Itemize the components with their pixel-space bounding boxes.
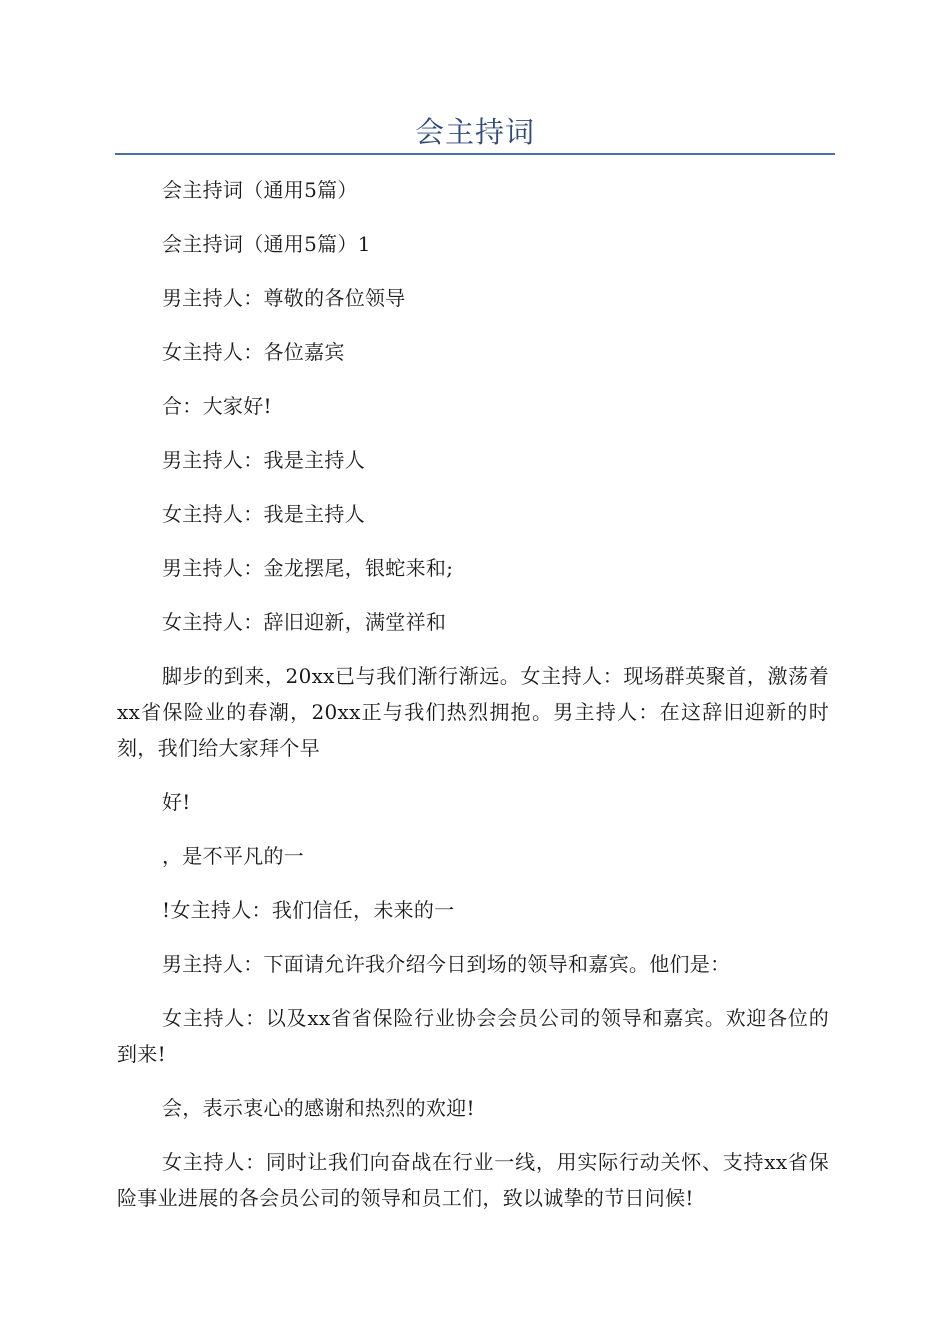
- paragraph: 脚步的到来，20xx已与我们渐行渐远。女主持人：现场群英聚首，激荡着xx省保险业的春潮，20xx正与我们热烈拥抱。男主持人：在这辞旧迎新的时刻，我们给大家拜个早: [117, 664, 829, 760]
- paragraph: 女主持人：辞旧迎新，满堂祥和: [162, 610, 447, 634]
- paragraph: !女主持人：我们信任，未来的一: [162, 898, 455, 922]
- paragraph: 男主持人：我是主持人: [162, 448, 365, 472]
- paragraph: 男主持人：金龙摆尾，银蛇来和;: [162, 556, 454, 580]
- paragraph: 会主持词（通用5篇）1: [162, 232, 371, 256]
- paragraph: 会主持词（通用5篇）: [162, 178, 358, 202]
- paragraph: 好!: [162, 790, 191, 814]
- paragraph: 合：大家好!: [162, 394, 272, 418]
- paragraph: 女主持人：以及xx省省保险行业协会会员公司的领导和嘉宾。欢迎各位的到来!: [117, 1006, 829, 1066]
- title-underline: [115, 153, 835, 155]
- paragraph: ，是不平凡的一: [162, 844, 305, 868]
- paragraph: 女主持人：我是主持人: [162, 502, 365, 526]
- paragraph: 女主持人：各位嘉宾: [162, 340, 345, 364]
- document-body: [117, 172, 829, 1216]
- document-title: 会主持词: [414, 115, 535, 149]
- paragraph: 男主持人：下面请允许我介绍今日到场的领导和嘉宾。他们是：: [162, 952, 731, 976]
- paragraph: 会，表示衷心的感谢和热烈的欢迎!: [162, 1096, 475, 1120]
- paragraph: 女主持人：同时让我们向奋战在行业一线，用实际行动关怀、支持xx省保险事业进展的各会员公司的领导和员工们，致以诚挚的节日问候!: [117, 1150, 829, 1210]
- paragraph: 男主持人：尊敬的各位领导: [162, 286, 406, 310]
